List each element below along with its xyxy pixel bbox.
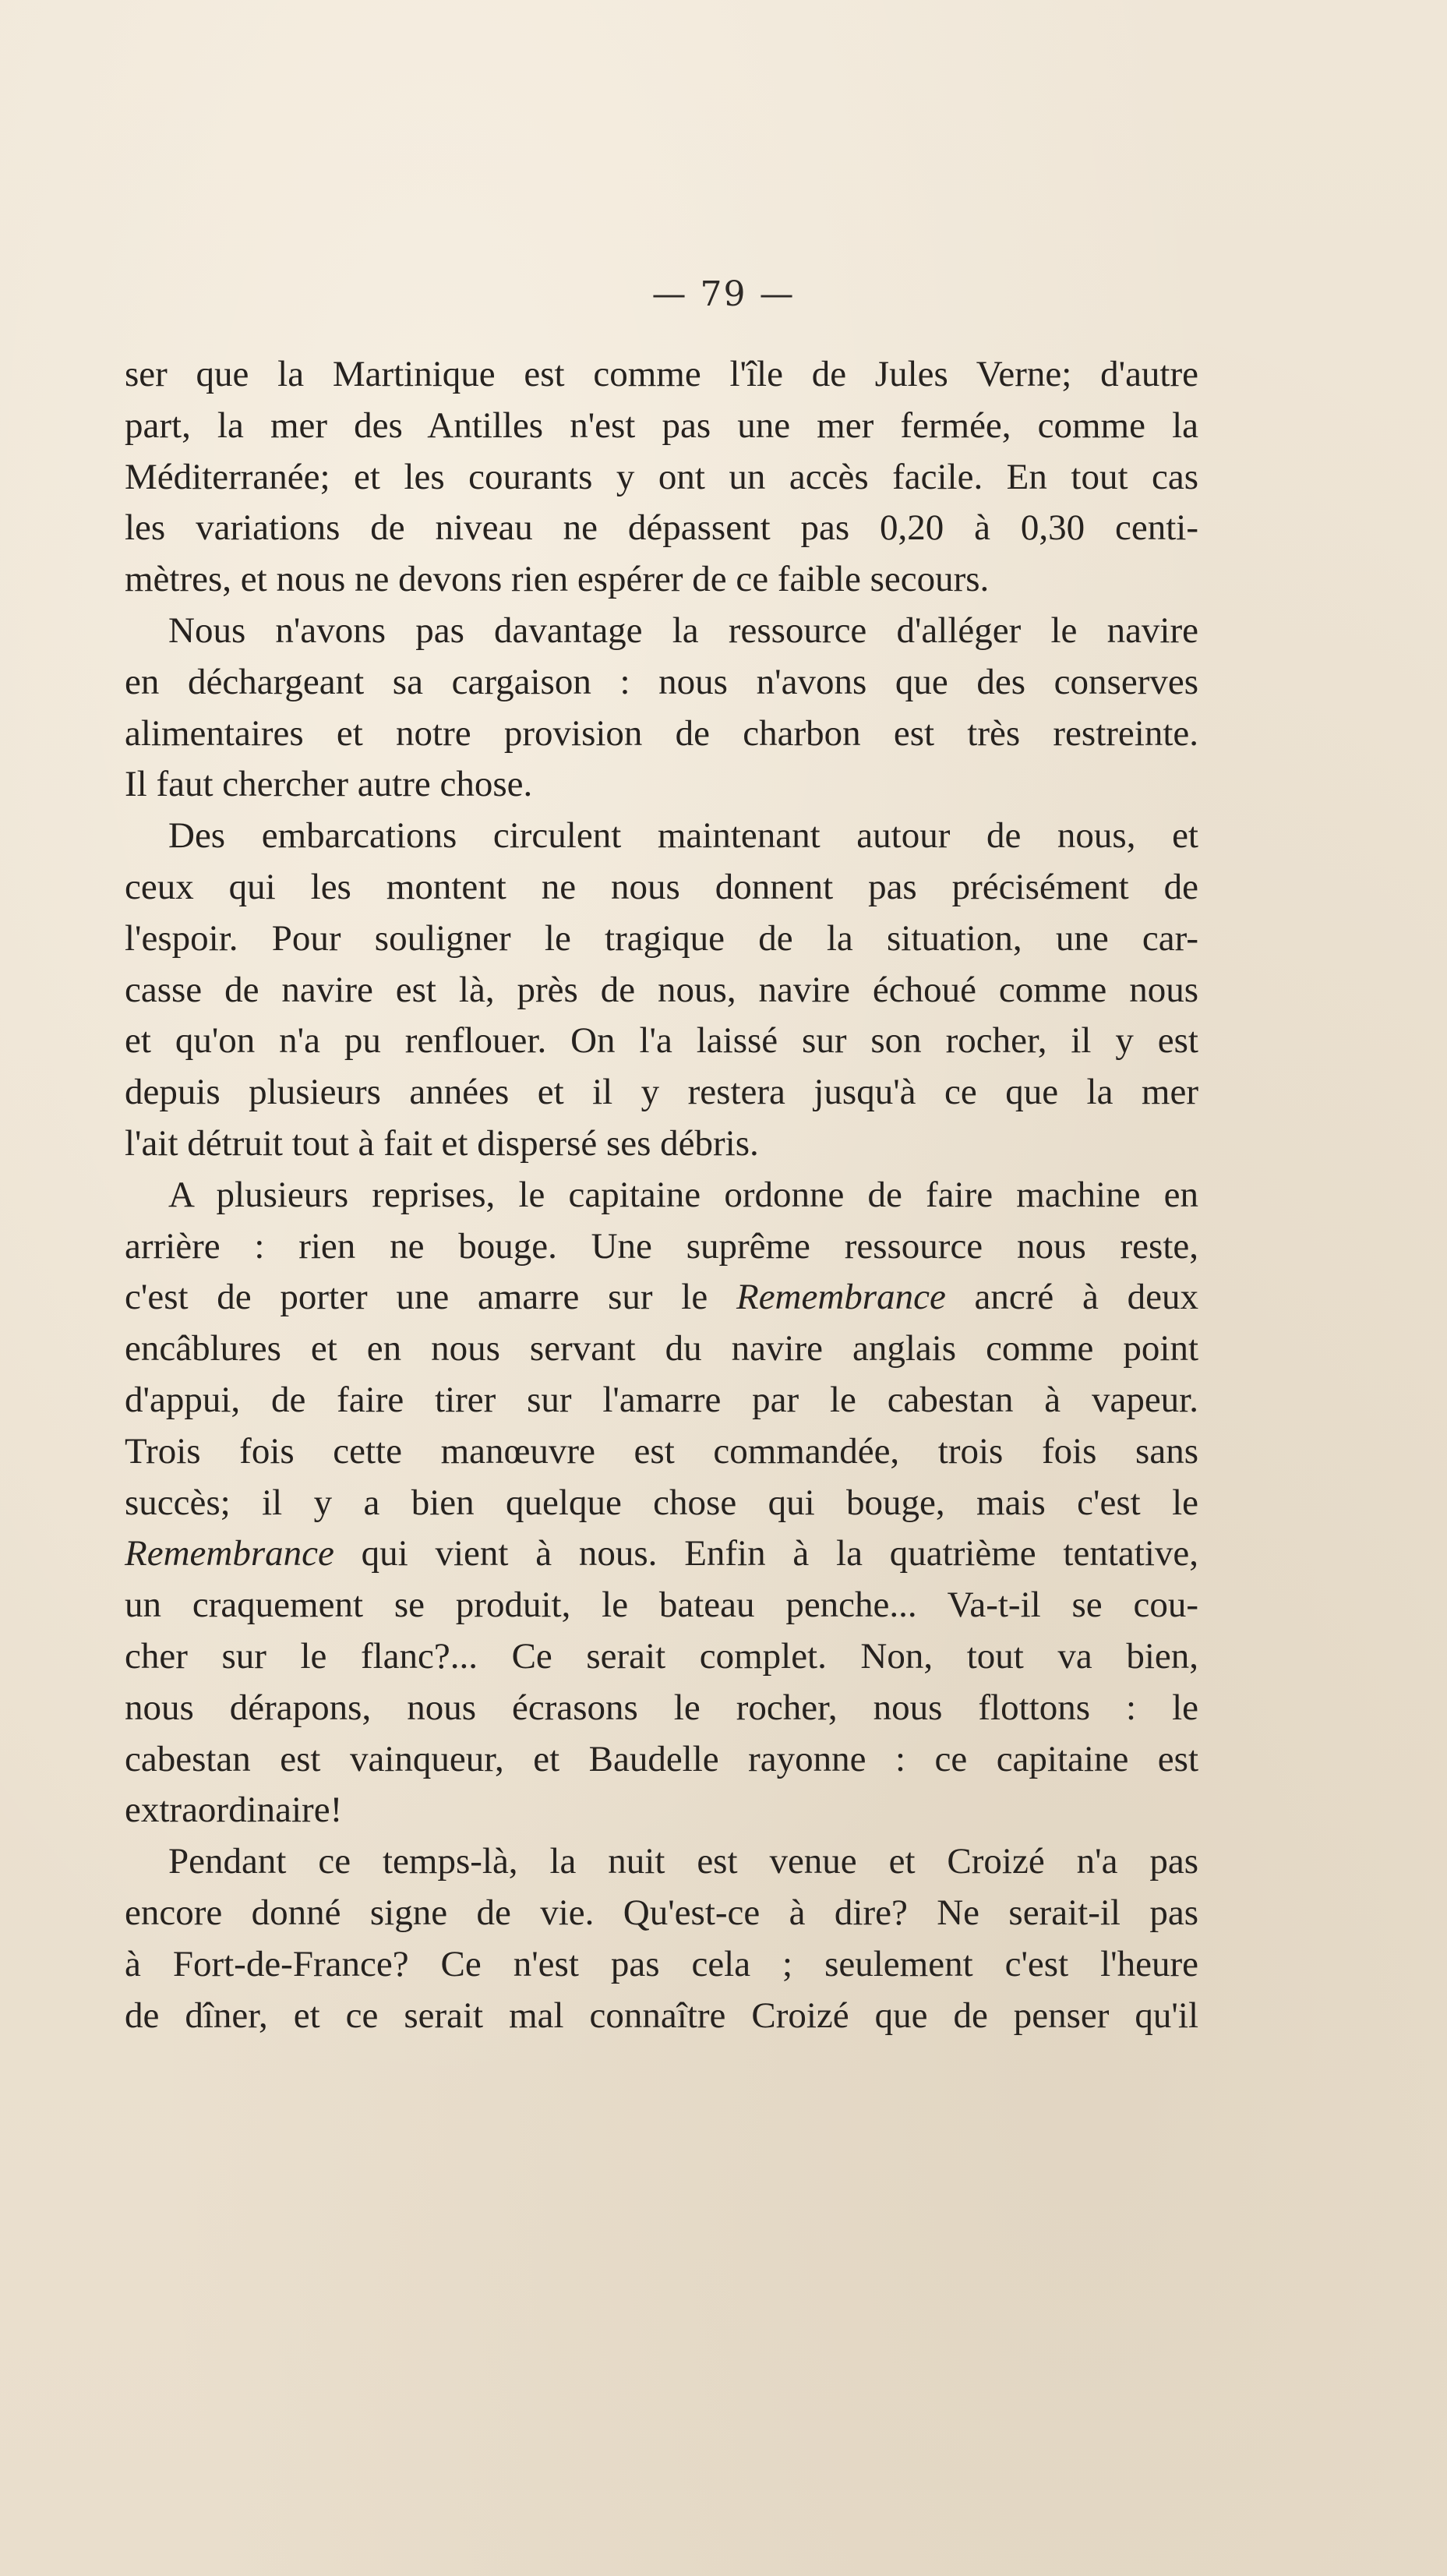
text-line: encâblures et en nous servant du navire anglais comme point <box>125 1328 1198 1369</box>
text-line: nous dérapons, nous écrasons le rocher, nous flottons : le <box>125 1687 1198 1728</box>
body-text <box>125 349 1198 2041</box>
text-line: Des embarcations circulent maintenant autour de nous, et <box>168 815 1198 857</box>
text-line: et qu'on n'a pu renflouer. On l'a laissé sur son rocher, il y est <box>125 1020 1198 1062</box>
text-line: c'est de porter une amarre sur le Remembrance ancré à deux <box>125 1277 1198 1318</box>
text-line: l'espoir. Pour souligner le tragique de la situation, une car- <box>125 917 1198 959</box>
text-line: casse de navire est là, près de nous, navire échoué comme nous <box>125 969 1198 1010</box>
text-line: succès; il y a bien quelque chose qui bouge, mais c'est le <box>125 1482 1198 1523</box>
text-line: de dîner, et ce serait mal connaître Croizé que de penser qu'il <box>125 1995 1198 2036</box>
text-line: les variations de niveau ne dépassent pas 0,20 à 0,30 centi- <box>125 507 1198 549</box>
text-line: à Fort-de-France? Ce n'est pas cela ; seulement c'est l'heure <box>125 1943 1198 1984</box>
text-line: Nous n'avons pas davantage la ressource d'alléger le navire <box>168 610 1198 651</box>
text-line: extraordinaire! <box>125 1790 343 1831</box>
text-line: l'ait détruit tout à fait et dispersé ses débris. <box>125 1122 759 1164</box>
text-line: Pendant ce temps-là, la nuit est venue et Croizé n'a pas <box>168 1841 1198 1882</box>
text-line: Trois fois cette manœuvre est commandée, trois fois sans <box>125 1430 1198 1472</box>
text-line: part, la mer des Antilles n'est pas une mer fermée, comme la <box>125 405 1198 446</box>
page-number: — 79 — <box>651 274 796 314</box>
text-line: Méditerranée; et les courants y ont un accès facile. En tout cas <box>125 456 1198 497</box>
text-line: ser que la Martinique est comme l'île de Jules Verne; d'autre <box>125 354 1198 394</box>
text-line: Remembrance qui vient à nous. Enfin à la quatrième tentative, <box>125 1533 1198 1574</box>
text-line: ceux qui les montent ne nous donnent pas précisément de <box>125 866 1198 907</box>
text-line: mètres, et nous ne devons rien espérer de ce faible secours. <box>125 559 990 600</box>
text-line: arrière : rien ne bouge. Une suprême ressource nous reste, <box>125 1225 1198 1267</box>
text-line: un craquement se produit, le bateau penche... Va-t-il se cou- <box>125 1585 1198 1626</box>
ship-name: Remembrance <box>125 1533 334 1574</box>
text-line: depuis plusieurs années et il y restera jusqu'à ce que la mer <box>125 1072 1198 1113</box>
text-line: A plusieurs reprises, le capitaine ordonne de faire machine en <box>168 1174 1198 1215</box>
text-line: cher sur le flanc?... Ce serait complet. Non, tout va bien, <box>125 1635 1198 1677</box>
text-line: d'appui, de faire tirer sur l'amarre par le cabestan à vapeur. <box>125 1379 1198 1420</box>
text-line: Il faut chercher autre chose. <box>125 764 533 805</box>
ship-name: Remembrance <box>736 1277 946 1318</box>
text-line: en déchargeant sa cargaison : nous n'avons que des conserves <box>125 661 1198 702</box>
text-line: cabestan est vainqueur, et Baudelle rayonne : ce capitaine est <box>125 1738 1198 1779</box>
text-line: encore donné signe de vie. Qu'est-ce à dire? Ne serait-il pas <box>125 1892 1198 1933</box>
text-line: alimentaires et notre provision de charbon est très restreinte. <box>125 712 1198 754</box>
